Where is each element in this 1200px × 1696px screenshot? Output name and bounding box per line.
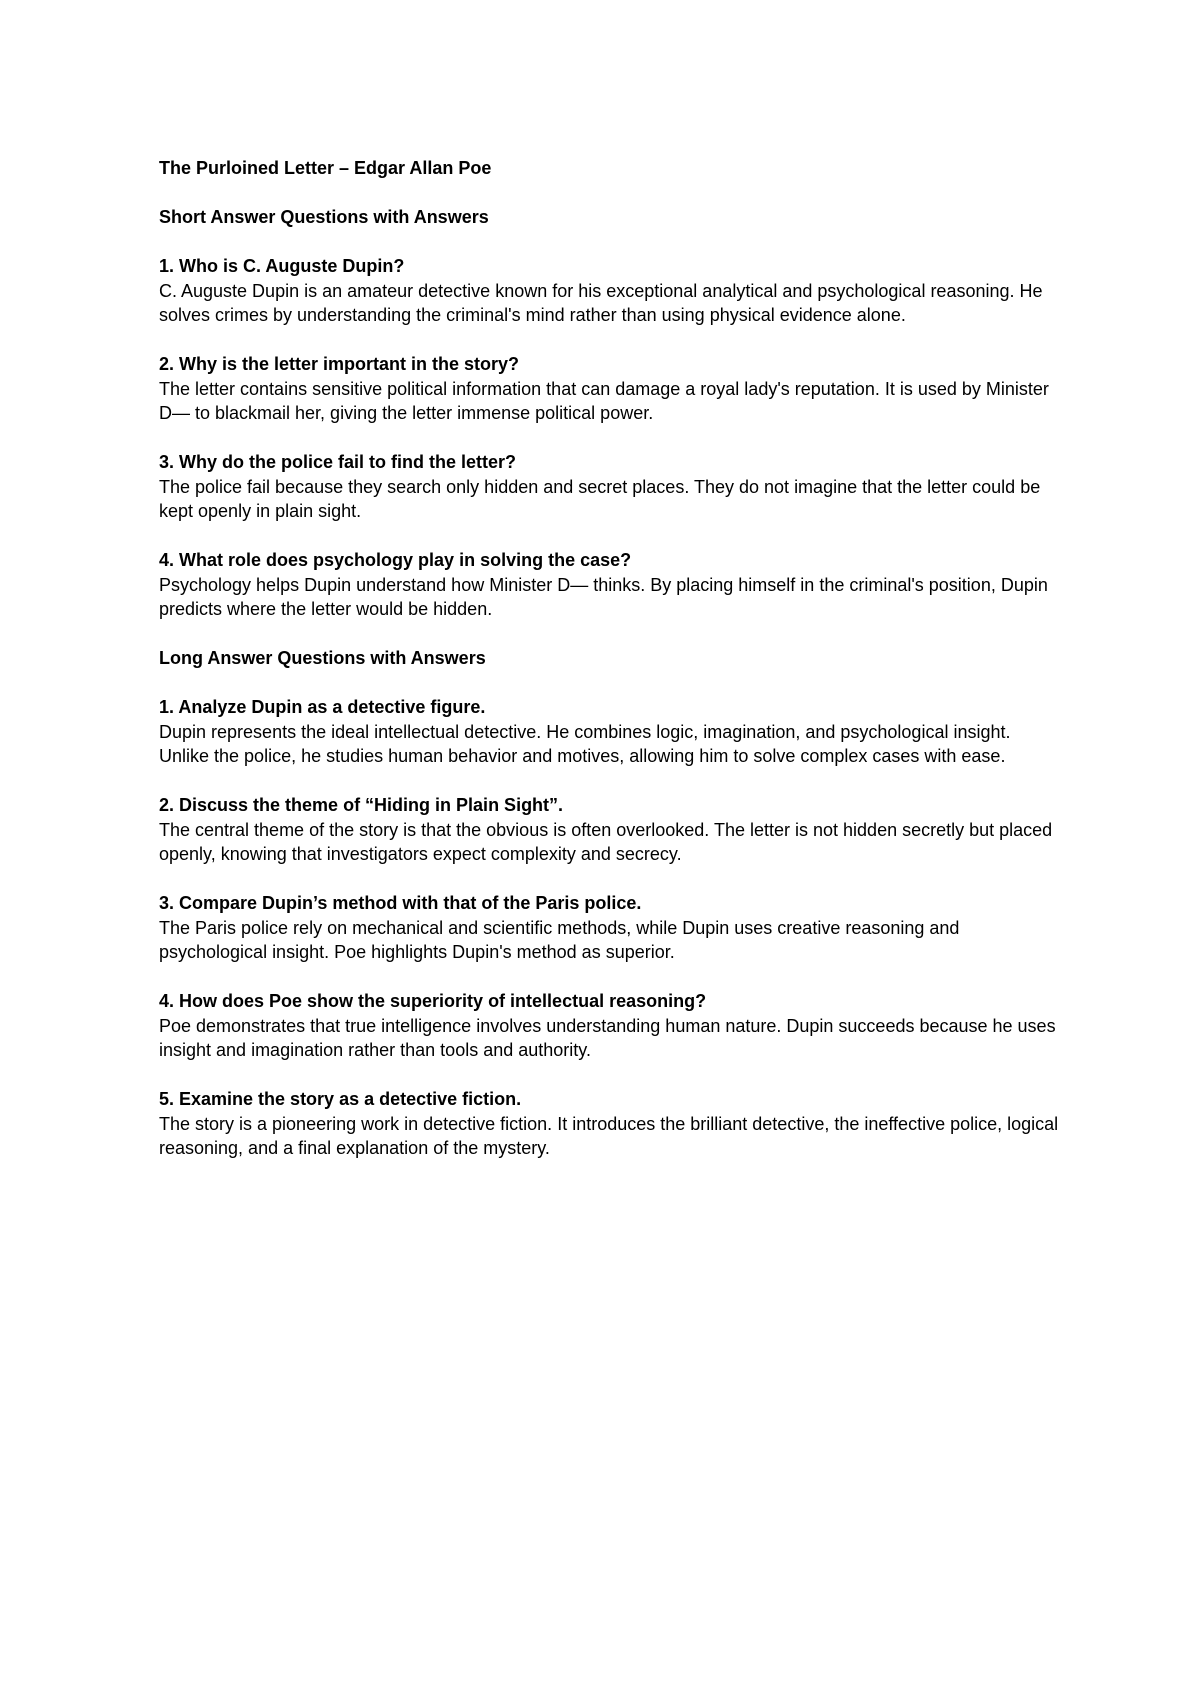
question-text: 5. Examine the story as a detective fiction. xyxy=(159,1089,522,1109)
short-answer-heading: Short Answer Questions with Answers xyxy=(159,207,489,227)
long-qa-5 xyxy=(159,1087,1059,1161)
answer-text: The police fail because they search only hidden and secret places. They do not imagine that the letter could be kept openly in plain sight. xyxy=(159,476,1041,521)
short-qa-4 xyxy=(159,548,1059,622)
long-qa-2 xyxy=(159,793,1059,867)
short-qa-1 xyxy=(159,254,1059,328)
answer-text: Dupin represents the ideal intellectual detective. He combines logic, imagination, and psychological insight. Unlike the police, he studies human behavior and motives, allowing him to solve complex cases with ease. xyxy=(159,721,1011,766)
long-answer-heading: Long Answer Questions with Answers xyxy=(159,648,486,668)
long-qa-3 xyxy=(159,891,1059,965)
question-text: 3. Why do the police fail to find the letter? xyxy=(159,452,517,472)
answer-text: The Paris police rely on mechanical and scientific methods, while Dupin uses creative reasoning and psychological insight. Poe highlights Dupin's method as superior. xyxy=(159,917,960,962)
answer-text: The central theme of the story is that the obvious is often overlooked. The letter is not hidden secretly but placed openly, knowing that investigators expect complexity and secrecy. xyxy=(159,819,1053,864)
question-text: 1. Analyze Dupin as a detective figure. xyxy=(159,697,486,717)
question-text: 4. What role does psychology play in solving the case? xyxy=(159,550,632,570)
short-qa-3 xyxy=(159,450,1059,524)
answer-text: The letter contains sensitive political information that can damage a royal lady's reputation. It is used by Minister D— to blackmail her, giving the letter immense political power. xyxy=(159,378,1049,423)
document-page xyxy=(159,156,1059,1185)
answer-text: Psychology helps Dupin understand how Minister D— thinks. By placing himself in the criminal's position, Dupin predicts where the letter would be hidden. xyxy=(159,574,1048,619)
question-text: 2. Discuss the theme of “Hiding in Plain Sight”. xyxy=(159,795,564,815)
answer-text: The story is a pioneering work in detective fiction. It introduces the brilliant detective, the ineffective police, logical reasoning, and a final explanation of the mystery. xyxy=(159,1113,1059,1158)
long-qa-4 xyxy=(159,989,1059,1063)
question-text: 3. Compare Dupin’s method with that of the Paris police. xyxy=(159,893,642,913)
long-qa-1 xyxy=(159,695,1059,769)
document-title: The Purloined Letter – Edgar Allan Poe xyxy=(159,158,492,178)
short-qa-2 xyxy=(159,352,1059,426)
question-text: 1. Who is C. Auguste Dupin? xyxy=(159,256,405,276)
question-text: 2. Why is the letter important in the story? xyxy=(159,354,520,374)
answer-text: C. Auguste Dupin is an amateur detective known for his exceptional analytical and psychological reasoning. He solves crimes by understanding the criminal's mind rather than using physical evidence alone. xyxy=(159,280,1043,325)
answer-text: Poe demonstrates that true intelligence involves understanding human nature. Dupin succeeds because he uses insight and imagination rather than tools and authority. xyxy=(159,1015,1056,1060)
question-text: 4. How does Poe show the superiority of intellectual reasoning? xyxy=(159,991,707,1011)
